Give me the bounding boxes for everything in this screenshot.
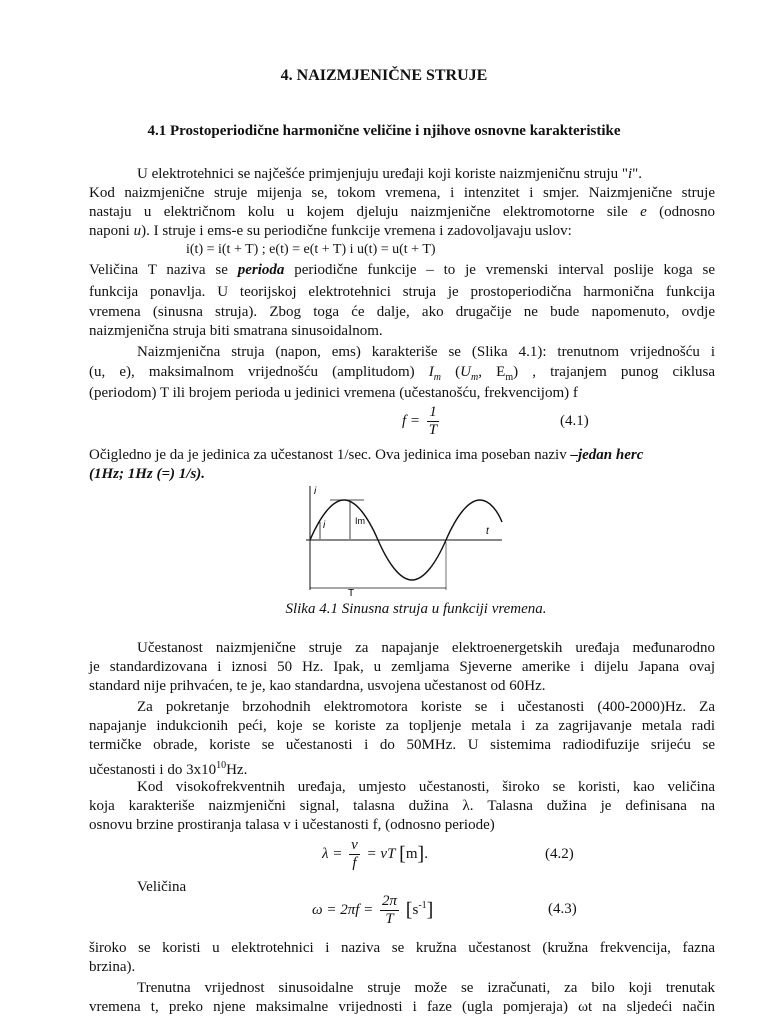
paragraph-line: Kod visokofrekventnih uređaja, umjesto učestanosti, široko se koristi, kao veličina xyxy=(137,779,715,795)
equation-4-1 xyxy=(402,404,442,439)
exponent: 10 xyxy=(216,760,227,771)
text-span: Hz. xyxy=(226,762,248,778)
paragraph-line xyxy=(89,756,715,780)
text-span: U elektrotehnici se najčešće primjenjuju uređaji koji koriste naizmjeničnu struju " xyxy=(137,166,628,182)
fraction xyxy=(427,404,439,439)
paragraph-line xyxy=(89,222,715,241)
paragraph-line: Trenutna vrijednost sinusoidalne struje može se izračunati, za bilo koji trenutak xyxy=(137,980,715,996)
paragraph-line: Za pokretanje brzohodnih elektromotora koriste se i učestanosti (400-2000)Hz. Za xyxy=(137,699,715,715)
text-span: –jedan herc xyxy=(570,447,644,463)
text-span: ). I struje i ems-e su periodične funkcije vremena i zadovoljavaju uslov: xyxy=(141,223,572,239)
unit-bracket: [ xyxy=(399,843,406,865)
equation-label: (4.3) xyxy=(548,901,577,917)
paragraph-line xyxy=(137,165,715,184)
equation-lhs: f = xyxy=(402,412,421,429)
unit: s xyxy=(412,901,419,918)
paragraph-line: Kod naizmjenične struje mijenja se, tokom vremena, i intenzitet i smjer. Naizmjenične struje xyxy=(89,185,715,201)
text-span: ". xyxy=(632,166,643,182)
paragraph-line: standard nije prihvaćen, te je, kao standardna, usvojena učestanost od 60Hz. xyxy=(89,678,546,694)
paragraph-line: naizmjenična struja biti smatrana sinusoidalnom. xyxy=(89,323,383,339)
text-span: Veličina T naziva se xyxy=(89,262,238,278)
text-span: m xyxy=(505,372,514,383)
periodicity-condition: i(t) = i(t + T) ; e(t) = e(t + T) i u(t) = u(t + T) xyxy=(186,242,436,257)
text-span: (u, e), maksimalnom vrijednošću (amplitudom) xyxy=(89,364,429,380)
text-span: , E xyxy=(478,364,506,380)
text-span: m xyxy=(471,372,479,383)
paragraph-line: osnovu brzine prostiranja talasa v i učestanosti f, (odnosno periode) xyxy=(89,817,495,833)
paragraph-line: Veličina xyxy=(137,879,187,895)
equation-4-2: λ = $\frac{v}{f}$ = vT [m]. xyxy=(322,837,428,871)
equation-lhs: λ = xyxy=(322,845,343,862)
paragraph-line xyxy=(89,203,715,222)
text-span: (odnosno xyxy=(646,204,715,220)
numerator: 2π xyxy=(382,893,398,909)
text-span: ) , trajanjem punog ciklusa xyxy=(513,364,716,380)
period-label-T: T xyxy=(348,588,355,598)
paragraph-line: koja karakteriše naizmjenični signal, talasna dužina λ. Talasna dužina je definisana na xyxy=(89,798,715,814)
text-span: U xyxy=(460,364,472,380)
text-span: učestanosti i do 3x10 xyxy=(89,762,217,778)
unit-bracket: ] xyxy=(426,899,434,921)
fraction xyxy=(349,837,360,872)
paragraph-line xyxy=(89,446,715,465)
paragraph-line: široko se koristi u elektrotehnici i naziva se kružna učestanost (kružna frekvencija, fazna xyxy=(89,940,715,956)
text-span: e xyxy=(640,204,647,220)
paragraph-line: Učestanost naizmjenične struje za napajanje elektroenergetskih uređaja međunarodno xyxy=(137,640,715,656)
instant-label-i: i xyxy=(323,520,326,531)
sine-wave-figure xyxy=(300,482,510,598)
fraction xyxy=(380,893,399,928)
paragraph-line: funkcija ponavlja. U teorijskoj elektrotehnici struja je prostoperiodična harmonična funkcija xyxy=(89,284,715,300)
equation-lhs: ω = 2πf = xyxy=(312,901,374,918)
text-span: m xyxy=(433,372,442,383)
numerator: v xyxy=(351,837,358,853)
text-span: perioda xyxy=(237,262,285,278)
exponent: -1 xyxy=(418,899,427,911)
denominator: f xyxy=(352,855,357,871)
chapter-heading: 4. NAIZMJENIČNE STRUJE xyxy=(280,67,488,84)
equation-4-3 xyxy=(312,893,433,928)
paragraph-line: je standardizovana i iznosi 50 Hz. Ipak, u zemljama Sjeverne amerike i dijelu Japana ovaj xyxy=(89,659,715,675)
amplitude-label: Im xyxy=(355,516,365,526)
text-span: periodične funkcije – to je vremenski interval poslije koga se xyxy=(284,262,715,278)
numerator: 1 xyxy=(427,404,439,422)
figure-caption: Slika 4.1 Sinusna struja u funkciji vremena. xyxy=(285,601,547,617)
paragraph-line: napajanje indukcionih peći, koje se koriste za topljenje metala i za zagrijavanje metala radi xyxy=(89,718,715,734)
paragraph-line: Naizmjenična struja (napon, ems) karakteriše se (Slika 4.1): trenutnom vrijednošću i xyxy=(137,344,715,360)
text-span: Očigledno je da je jedinica za učestanost 1/sec. Ova jedinica ima poseban naziv xyxy=(89,447,571,463)
paragraph-line: brzina). xyxy=(89,959,136,975)
unit-bracket: ] xyxy=(417,843,425,865)
denominator: T xyxy=(385,911,394,927)
text-span: naponi xyxy=(89,223,134,239)
section-heading: 4.1 Prostoperiodične harmonične veličine i njihove osnovne karakteristike xyxy=(147,123,621,139)
axis-label-i: i xyxy=(314,486,317,497)
text-span: u xyxy=(133,223,142,239)
denominator: T xyxy=(428,422,438,438)
unit: m xyxy=(405,845,418,862)
paragraph-line: vremena (sinusna struja). Zbog toga će dalje, ako drugačije ne bude napomenuto, ovdje xyxy=(89,304,715,320)
text-span: I xyxy=(428,364,434,380)
paragraph-line: (1Hz; 1Hz (=) 1/s). xyxy=(89,466,206,482)
equation-label: (4.1) xyxy=(560,413,589,429)
text-span: ( xyxy=(441,364,461,380)
unit-bracket: [ xyxy=(405,899,413,921)
text-span: i xyxy=(627,166,633,182)
equation-label: (4.2) xyxy=(545,846,574,862)
paragraph-line: termičke obrade, koriste se učestanosti i do 50MHz. U sistemima radiodifuzije srijeću se xyxy=(89,737,715,753)
time-label-t: t xyxy=(486,526,489,537)
paragraph-line: (periodom) T ili brojem perioda u jedinici vremena (učestanošću, frekvencijom) f xyxy=(89,385,578,401)
paragraph-line xyxy=(89,261,715,280)
paragraph-line: vremena t, preko njene maksimalne vrijednosti i faze (ugla pomjeraja) ωt na sljedeći način xyxy=(89,999,715,1015)
equation-rhs: = vT xyxy=(366,845,396,862)
text-span: nastaju u električnom kolu u kojem djeluju naizmjenične elektromotorne sile xyxy=(89,204,641,220)
